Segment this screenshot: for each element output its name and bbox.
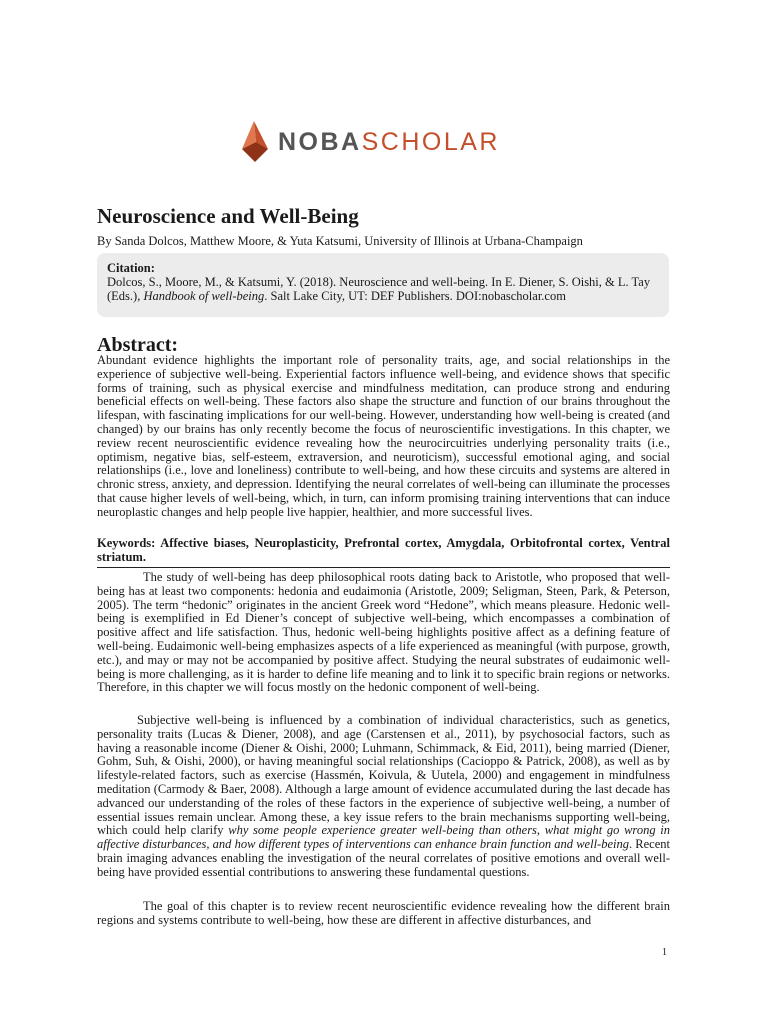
- abstract-text: Abundant evidence highlights the important role of personality traits, age, and social relationships in the experience of subjective well-being. Experiential factors influence well-being, and evidence shows that specific forms of training, such as physical exercise and mindfulness meditation, can produce strong and enduring beneficial effects on well-being. These factors also shape the structure and function of our brains throughout the lifespan, with fascinating implications for our well-being. However, understanding how well-being is created (and changed) by our brains has only recently become the focus of neuroscientific investigations. In this chapter, we review recent neuroscientific evidence revealing how the neurocircuitries underlying personality traits (i.e., optimism, negative bias, self-esteem, extraversion, and neuroticism), successful emotional aging, and social relationships (i.e., love and loneliness) contribute to well-being, and how these circuits and systems are altered in chronic stress, anxiety, and depression. Identifying the neural correlates of well-being can illuminate the processes that cause higher levels of well-being, which, in turn, can inform promising training interventions that can induce neuroplastic changes and help people live happier, healthier, and more successful lives.: [97, 353, 670, 519]
- section-divider: [97, 567, 670, 568]
- paragraph-2-text-after: . Recent brain imaging advances enabling the investigation of the neural correlates of positive emotions and overall well-being have provided essential contributions to answering these fundamental questions.: [97, 837, 670, 879]
- citation-box: [97, 253, 669, 317]
- brand-name-part2: SCHOLAR: [361, 127, 500, 156]
- citation-text: [107, 275, 659, 303]
- body-paragraph-2: [97, 714, 670, 880]
- citation-text-before: Dolcos, S., Moore, M., & Katsumi, Y. (2018). Neuroscience and well-being. In E. Diener, S. Oishi, & L. Tay (Eds.),: [107, 275, 651, 303]
- body-paragraph-3: The goal of this chapter is to review recent neuroscientific evidence revealing how the different brain regions and systems contribute to well-being, how these are different in affective disturbances, and: [97, 899, 670, 927]
- citation-label: Citation:: [107, 261, 155, 275]
- body-paragraph-1: The study of well-being has deep philosophical roots dating back to Aristotle, who proposed that well-being has at least two components: hedonia and eudaimonia (Aristotle, 2009; Seligman, Steen, Park, & Peterson, 2005). The term “hedonic” originates in the ancient Greek word “Hedone”, which means pleasure. Hedonic well-being is exemplified in Ed Diener’s concept of subjective well-being, which encompasses a combination of positive affect and life satisfaction. Thus, hedonic well-being highlights positive affect as a defining feature of well-being. Eudaimonic well-being emphasizes aspects of a life experienced as meaningful (with purpose, growth, etc.), and may or may not be accompanied by positive affect. Studying the neural substrates of eudaimonic well-being is more challenging, as it is harder to define life meaning and to link it to specific brain regions or networks. Therefore, in this chapter we will focus mostly on the hedonic component of well-being.: [97, 570, 670, 695]
- brand-name-part1: NOBA: [278, 127, 362, 156]
- keywords: Keywords: Affective biases, Neuroplasticity, Prefrontal cortex, Amygdala, Orbitofrontal cortex, Ventral striatum.: [97, 536, 670, 564]
- paragraph-2-emphasis: why some people experience greater well-being than others, what might go wrong in affective disturbances, and how different types of interventions can enhance brain function and well-being: [97, 823, 670, 852]
- abstract-heading: Abstract:: [97, 334, 179, 356]
- citation-text-after: . Salt Lake City, UT: DEF Publishers. DOI:nobascholar.com: [264, 289, 566, 303]
- paragraph-2-text-before: Subjective well-being is influenced by a combination of individual characteristics, such as genetics, personality traits (Lucas & Diener, 2008), and age (Carstensen et al., 2011), by psychosocial factors, such as having a reasonable income (Diener & Oishi, 2000; Luhmann, Schimmack, & Eid, 2011), being married (Diener, Gohm, Suh, & Oishi, 2000), or having meaningful social relationships (Cacioppo & Patrick, 2008), as well as by lifestyle-related factors, such as exercise (Hassmén, Koivula, & Uutela, 2000) and engagement in mindfulness meditation (Carmody & Baer, 2008). Although a large amount of evidence accumulated during the last decade has advanced our understanding of the roles of these factors in the experience of subjective well-being, a number of essential issues remain unclear. Among these, a key issue refers to the brain mechanisms supporting well-being, which could help clarify: [97, 713, 670, 838]
- brand-logo: [240, 120, 500, 164]
- author-line: By Sanda Dolcos, Matthew Moore, & Yuta Katsumi, University of Illinois at Urbana-Champaign: [97, 234, 583, 248]
- page-number: 1: [662, 947, 667, 958]
- document-title: Neuroscience and Well-Being: [97, 204, 359, 228]
- stacked-flame-icon: [240, 121, 270, 163]
- brand-name: [278, 127, 500, 156]
- citation-book-title: Handbook of well-being: [143, 289, 265, 303]
